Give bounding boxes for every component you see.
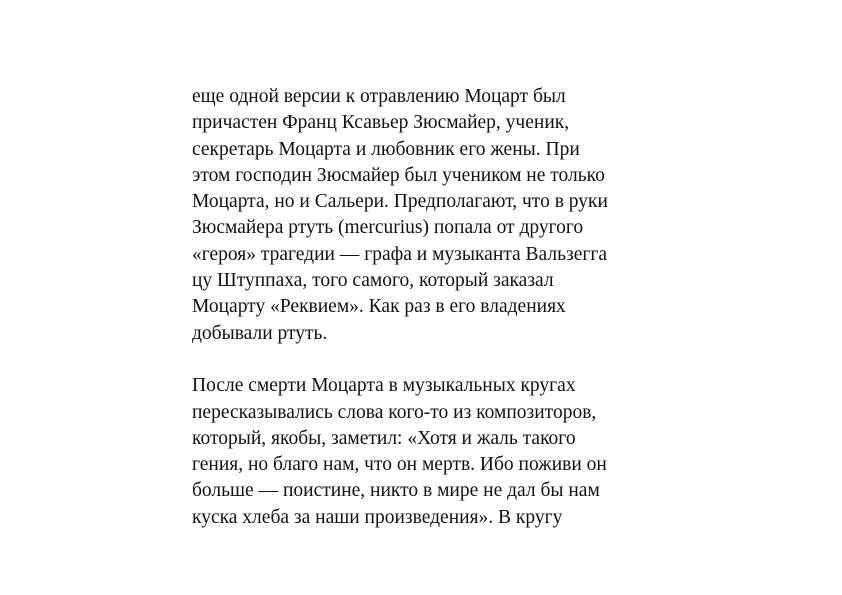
text-line: Моцарта, но и Сальери. Предполагают, что в руки xyxy=(192,191,608,213)
text-line: добывали ртуть. xyxy=(192,322,328,344)
document-body xyxy=(192,84,672,531)
text-line: «героя» трагедии — графа и музыканта Вальзегга xyxy=(192,243,608,265)
text-line: После смерти Моцарта в музыкальных кругах xyxy=(192,375,576,397)
paragraph-1 xyxy=(192,84,672,347)
text-line: Зюсмайера ртуть (mercurius) попала от другого xyxy=(192,217,584,239)
text-line: который, якобы, заметил: «Хотя и жаль такого xyxy=(192,427,576,449)
text-line: причастен Франц Ксавьер Зюсмайер, ученик, xyxy=(192,112,570,134)
text-line: этом господин Зюсмайер был учеником не только xyxy=(192,164,605,186)
text-line: пересказывались слова кого-то из композиторов, xyxy=(192,401,597,423)
text-line: гения, но благо нам, что он мертв. Ибо поживи он xyxy=(192,454,607,476)
text-line: еще одной версии к отравлению Моцарт был xyxy=(192,86,566,107)
text-line: больше — поистине, никто в мире не дал бы нам xyxy=(192,480,600,502)
text-line: цу Штуппаха, того самого, который заказал xyxy=(192,270,554,292)
text-line: куска хлеба за наши произведения». В кругу xyxy=(192,506,563,528)
paragraph-2 xyxy=(192,373,672,531)
text-line: Моцарту «Реквием». Как раз в его владениях xyxy=(192,296,566,318)
text-line: секретарь Моцарта и любовник его жены. При xyxy=(192,138,580,160)
